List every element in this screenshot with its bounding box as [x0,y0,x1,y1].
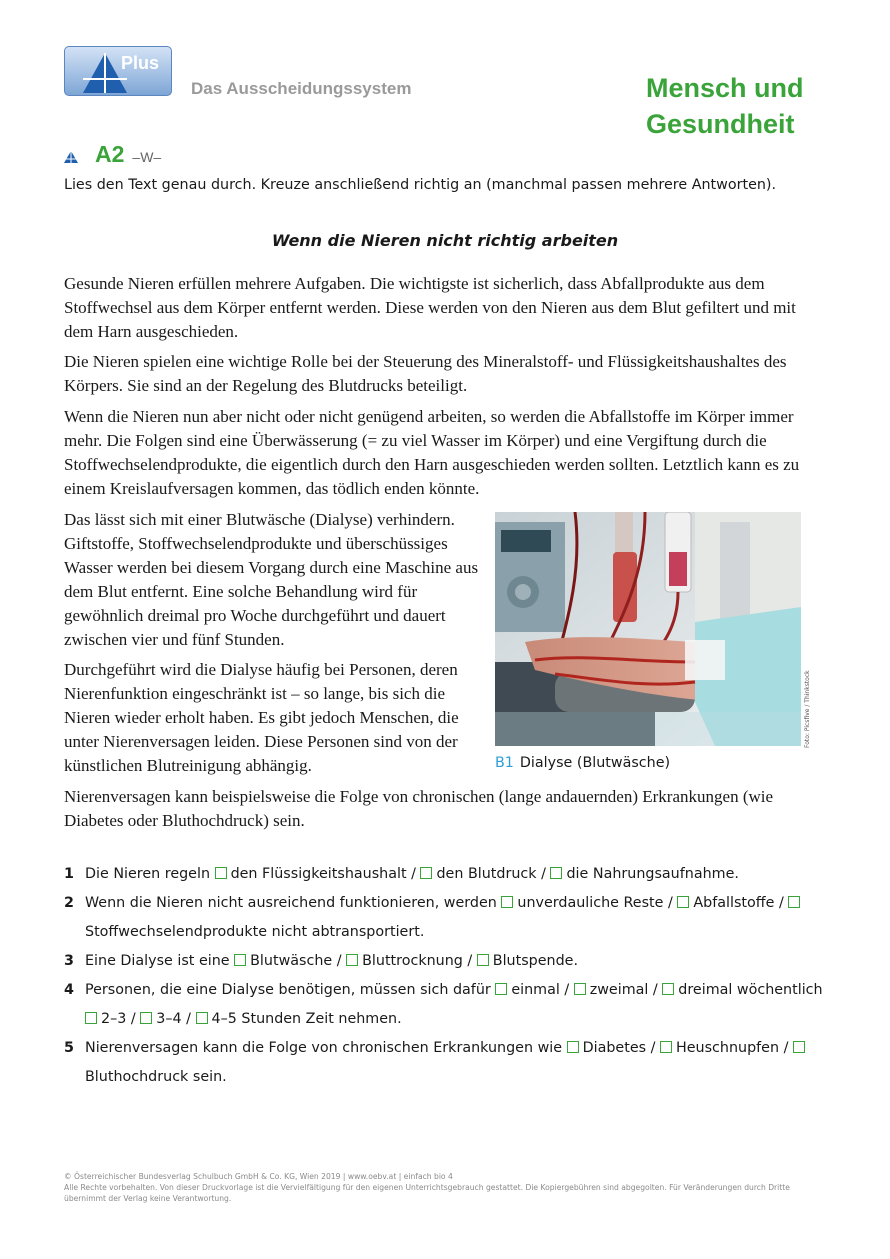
question-number: 4 [64,982,74,998]
answer-option: Stoffwechselendprodukte nicht abtransportiert. [85,924,425,940]
answer-checkbox[interactable] [567,1041,579,1053]
answer-option: 4–5 Stunden Zeit nehmen. [211,1011,402,1027]
task-number: A2 [95,141,125,167]
answer-checkbox[interactable] [346,954,358,966]
question-stem: Die Nieren regeln [85,866,211,882]
subject-line-2: Gesundheit [646,109,795,139]
answer-checkbox[interactable] [140,1012,152,1024]
triangle-level-icon [64,151,78,163]
answer-checkbox[interactable] [660,1041,672,1053]
figure-label: B1 [495,755,514,771]
logo-text: Plus [120,53,159,73]
answer-checkbox[interactable] [788,896,800,908]
question-list [64,860,824,1092]
photo-credit: Foto: Picsfive / Thinkstock [804,670,811,748]
answer-option: Heuschnupfen [675,1040,780,1056]
question-number: 3 [64,953,74,969]
article-title: Wenn die Nieren nicht richtig arbeiten [271,231,619,250]
answer-checkbox[interactable] [793,1041,805,1053]
question-stem: Personen, die eine Dialyse benötigen, müssen sich dafür [85,982,491,998]
paragraph-2: Die Nieren spielen eine wichtige Rolle bei der Steuerung des Mineralstoff- und Flüssigkeitshaushaltes des Körpers. Sie sind an der Regelung des Blutdrucks beteiligt. [64,352,787,395]
answer-option: den Blutdruck [436,866,537,882]
question-3: 3 Eine Dialyse ist eine Blutwäsche / Bluttrocknung / Blutspende. [64,947,824,976]
footer [64,1171,824,1204]
question-number: 5 [64,1040,74,1056]
answer-checkbox[interactable] [420,867,432,879]
question-4: 4 Personen, die eine Dialyse benötigen, müssen sich dafür einmal / zweimal / dreimal wöchentlich 2–3 / 3–4 / 4–5 Stunden Zeit nehmen. [64,976,824,1034]
subject-title [646,70,866,142]
task-type: –W– [132,149,162,165]
figure-caption-text: Dialyse (Blutwäsche) [519,755,671,771]
answer-checkbox[interactable] [215,867,227,879]
answer-option: die Nahrungsaufnahme. [566,866,739,882]
paragraph-6: Nierenversagen kann beispielsweise die Folge von chronischen (lange andauernden) Erkrankungen (wie Diabetes oder Bluthochdruck) sein. [64,787,774,830]
answer-option: Diabetes [582,1040,647,1056]
answer-option: Bluttrocknung [362,953,463,969]
footer-rights: Alle Rechte vorbehalten. Von dieser Druckvorlage ist die Vervielfältigung für den eigenen Unterrichtsgebrauch gestattet. Die Kopiergebühren sind abgegolten. Für Veränderungen durch Dritte übernimmt der Verlag keine Verantwortung. [64,1183,790,1203]
question-number: 1 [64,866,74,882]
question-5: 5 Nierenversagen kann die Folge von chronischen Erkrankungen wie Diabetes / Heuschnupfen / Bluthochdruck sein. [64,1034,824,1092]
dialysis-photo [495,512,801,746]
answer-checkbox[interactable] [574,983,586,995]
answer-checkbox[interactable] [85,1012,97,1024]
paragraph-1: Gesunde Nieren erfüllen mehrere Aufgaben. Die wichtigste ist sicherlich, dass Abfallprodukte aus dem Stoffwechsel aus dem Körper entfernt werden. Diese werden von den Nieren aus dem Blut gefiltert und mit dem Harn ausgeschieden. [64,274,796,341]
subject-line-1: Mensch und [646,73,804,103]
answer-option: 3–4 [156,1011,182,1027]
answer-checkbox[interactable] [677,896,689,908]
paragraph-3: Wenn die Nieren nun aber nicht oder nicht genügend arbeiten, so werden die Abfallstoffe im Körper immer mehr. Die Folgen sind eine Überwässerung (= zu viel Wasser im Körper) und eine Vergiftung durch die Stoffwechselendprodukte, die eigentlich durch den Harn ausgeschieden werden sollten. Letztlich kann es zu einem Kreislaufversagen kommen, das tödlich enden könnte. [64,407,800,498]
chapter-topic: Das Ausscheidungssystem [191,79,412,98]
answer-checkbox[interactable] [196,1012,208,1024]
answer-option: einmal [511,982,560,998]
answer-checkbox[interactable] [501,896,513,908]
question-stem: Wenn die Nieren nicht ausreichend funktionieren, werden [85,895,497,911]
paragraph-4: Das lässt sich mit einer Blutwäsche (Dialyse) verhindern. Giftstoffe, Stoffwechselendprodukte und überschüssiges Wasser werden bei diesem Vorgang durch eine Maschine aus dem Blut entfernt. Eine solche Behandlung wird für gewöhnlich dreimal pro Woche durchgeführt und dauert zwischen vier und fünf Stunden. [64,510,479,649]
question-1: 1 Die Nieren regeln den Flüssigkeitshaushalt / den Blutdruck / die Nahrungsaufnahme. [64,860,824,889]
task-instruction: Lies den Text genau durch. Kreuze anschließend richtig an (manchmal passen mehrere Antworten). [64,177,777,193]
answer-checkbox[interactable] [550,867,562,879]
question-number: 2 [64,895,74,911]
answer-checkbox[interactable] [234,954,246,966]
answer-option: Bluthochdruck sein. [85,1069,227,1085]
plus-logo [64,46,172,96]
answer-option: den Flüssigkeitshaushalt [230,866,407,882]
answer-option: unverdauliche Reste [517,895,664,911]
answer-option: zweimal [589,982,649,998]
question-2: 2 Wenn die Nieren nicht ausreichend funktionieren, werden unverdauliche Reste / Abfallstoffe / Stoffwechselendprodukte nicht abtransportiert. [64,889,824,947]
answer-checkbox[interactable] [495,983,507,995]
answer-option: Blutwäsche [250,953,333,969]
task-header [64,141,161,168]
question-stem: Eine Dialyse ist eine [85,953,230,969]
answer-checkbox[interactable] [477,954,489,966]
figure-caption [495,755,670,771]
footer-copyright: © Österreichischer Bundesverlag Schulbuch GmbH & Co. KG, Wien 2019 | www.oebv.at | einfach bio 4 [64,1172,453,1181]
answer-checkbox[interactable] [662,983,674,995]
answer-option: dreimal wöchentlich [678,982,823,998]
answer-option: Abfallstoffe [693,895,775,911]
answer-option: 2–3 [101,1011,127,1027]
answer-option: Blutspende. [492,953,579,969]
paragraph-5: Durchgeführt wird die Dialyse häufig bei Personen, deren Nierenfunktion eingeschränkt ist – so lange, bis sich die Nieren wieder erholt haben. Es gibt jedoch Menschen, die unter Nierenversagen leiden. Diese Personen sind von der künstlichen Blutreinigung abhängig. [64,660,459,775]
question-stem: Nierenversagen kann die Folge von chronischen Erkrankungen wie [85,1040,563,1056]
